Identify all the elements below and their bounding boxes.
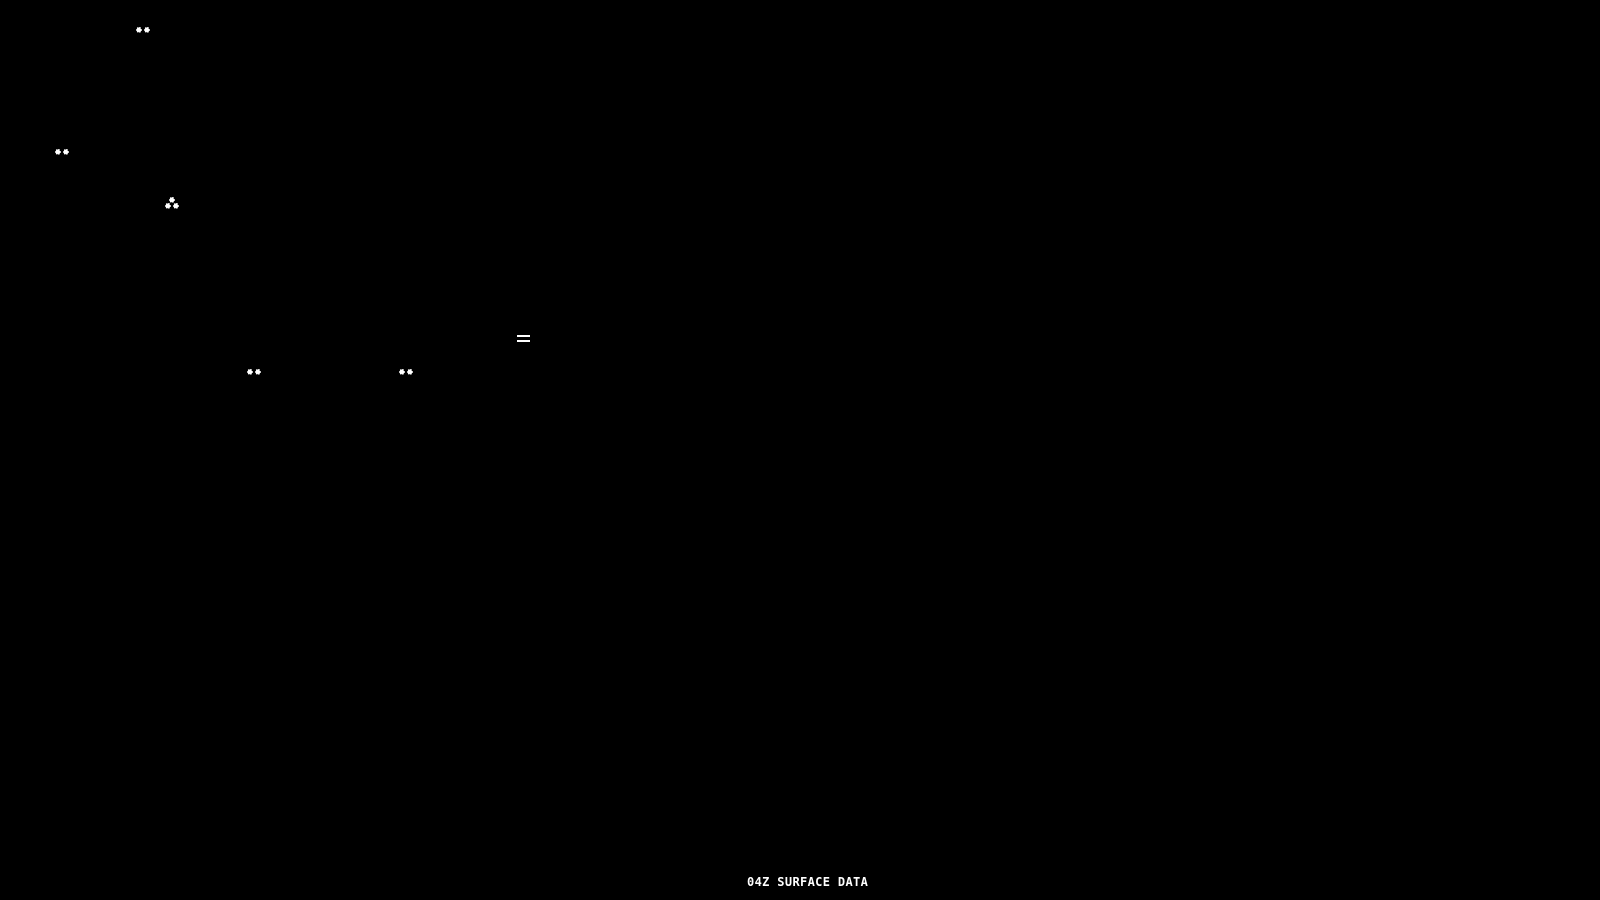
light-snow-symbol-asterisk-icon: [63, 149, 69, 155]
mist-symbol-equals-icon: [517, 335, 530, 337]
moderate-snow-symbol-asterisk-icon: [169, 197, 175, 203]
light-snow-symbol-asterisk-icon: [255, 369, 261, 375]
light-snow-symbol-asterisk-icon: [136, 27, 142, 33]
light-snow-symbol-asterisk-icon: [144, 27, 150, 33]
light-snow-symbol-asterisk-icon: [247, 369, 253, 375]
light-snow-symbol-asterisk-icon: [399, 369, 405, 375]
light-snow-symbol-asterisk-icon: [407, 369, 413, 375]
light-snow-symbol-asterisk-icon: [55, 149, 61, 155]
plot-caption: 04Z SURFACE DATA: [747, 875, 869, 889]
mist-symbol-equals-icon: [517, 340, 530, 342]
moderate-snow-symbol-asterisk-icon: [173, 203, 179, 209]
moderate-snow-symbol-asterisk-icon: [165, 203, 171, 209]
